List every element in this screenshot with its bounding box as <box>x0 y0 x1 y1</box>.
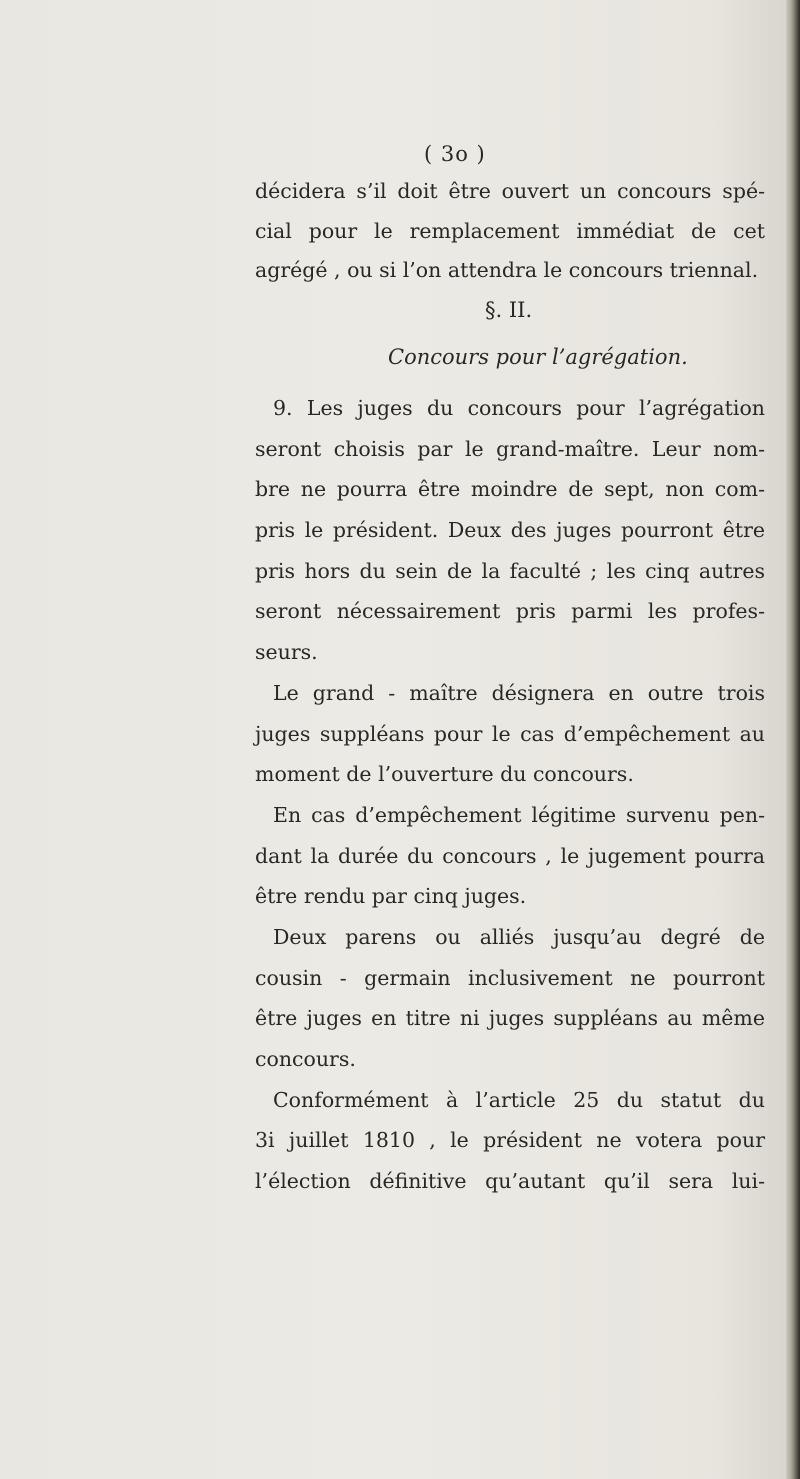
text-line: Le grand - maître désignera en outre trois <box>273 680 765 705</box>
section-mark: §. II. <box>485 298 533 322</box>
opening-paragraph <box>255 172 765 291</box>
text-line: concours. <box>255 1047 356 1071</box>
text-line: pris le président. Deux des juges pourront être <box>255 518 765 543</box>
book-binding-edge <box>786 0 800 1479</box>
text-line: être juges en titre ni juges suppléans au même <box>255 1006 765 1031</box>
text-line: cial pour le remplacement immédiat de cet <box>255 218 765 243</box>
text-line: décidera s’il doit être ouvert un concours spé- <box>255 179 765 203</box>
section-title: Concours pour l’agrégation. <box>388 345 688 369</box>
text-line: En cas d’empêchement légitime survenu pen- <box>273 802 765 827</box>
text-line: pris hors du sein de la faculté ; les cinq autres <box>255 558 765 583</box>
text-line: agrégé , ou si l’on attendra le concours triennal. <box>255 258 759 283</box>
text-line: cousin - germain inclusivement ne pourront <box>255 965 765 990</box>
text-line: dant la durée du concours , le jugement pourra <box>255 843 765 868</box>
text-line: moment de l’ouverture du concours. <box>255 762 634 787</box>
text-line: bre ne pourra être moindre de sept, non com- <box>255 477 765 502</box>
text-line: 9. Les juges du concours pour l’agrégation <box>273 396 765 420</box>
text-line: seurs. <box>255 640 318 665</box>
text-line: seront choisis par le grand-maître. Leur nom- <box>255 436 765 461</box>
page-number: ( 3o ) <box>424 142 486 166</box>
text-line: être rendu par cinq juges. <box>255 884 527 909</box>
text-line: l’élection définitive qu’autant qu’il sera lui- <box>255 1169 765 1194</box>
text-line: juges suppléans pour le cas d’empêchement au <box>255 721 765 746</box>
text-line: Deux parens ou alliés jusqu’au degré de <box>273 924 765 949</box>
article-body <box>255 388 765 1202</box>
text-line: seront nécessairement pris parmi les profes- <box>255 599 765 624</box>
text-line: Conformément à l’article 25 du statut du <box>273 1087 765 1112</box>
text-line: 3i juillet 1810 , le président ne votera pour <box>255 1128 765 1153</box>
